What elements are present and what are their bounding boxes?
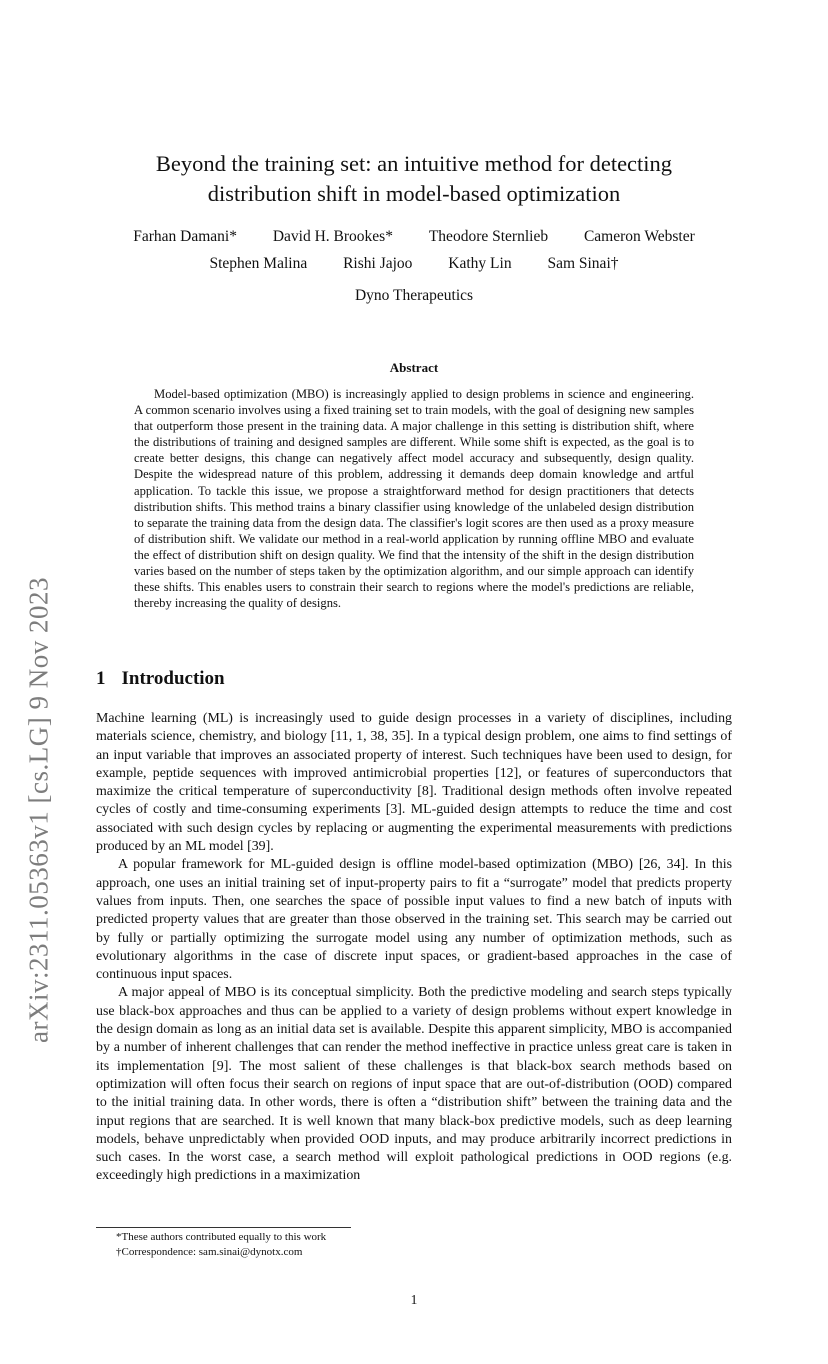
section-number: 1 bbox=[96, 668, 106, 689]
author-name: Sam Sinai† bbox=[547, 255, 619, 272]
abstract-paragraph: Model-based optimization (MBO) is increasingly applied to design problems in science and engineering. A common scenario involves using a fixed training set to train models, with the goal of designing new samples that outperform those present in the training data. A major challenge in this setting is distribution shift, where the distributions of training and designed samples are different. While some shift is expected, as the goal is to create better designs, this change can negatively affect model accuracy and subsequently, design quality. Despite the widespread nature of this problem, addressing it demands deep domain knowledge and artful application. To tackle this issue, we propose a straightforward method for design practitioners that detects distribution shifts. This method trains a binary classifier using knowledge of the unlabeled design distribution to separate the training data from the design data. The classifier's logit scores are then used as a proxy measure of distribution shift. We validate our method in a real-world application by running offline MBO and evaluate the effect of distribution shift on design quality. We find that the intensity of the shift in the design distribution varies based on the number of steps taken by the optimization algorithm, and our simple approach can identify these shifts. This enables users to constrain their search to regions where the model's predictions are reliable, thereby increasing the quality of designs. bbox=[134, 387, 694, 611]
affiliation: Dyno Therapeutics bbox=[354, 287, 474, 304]
footnote-divider bbox=[96, 1227, 351, 1228]
section-heading bbox=[96, 668, 225, 690]
author-name: Rishi Jajoo bbox=[343, 255, 413, 272]
author-name: Cameron Webster bbox=[583, 228, 695, 245]
footnotes bbox=[116, 1230, 326, 1260]
introduction-body bbox=[96, 710, 732, 1186]
author-name: Kathy Lin bbox=[448, 255, 512, 272]
author-name: Farhan Damani* bbox=[133, 228, 237, 245]
authors-row-2 bbox=[96, 255, 732, 273]
abstract-body bbox=[134, 386, 694, 611]
authors-row-1 bbox=[96, 228, 732, 246]
paragraph: A popular framework for ML-guided design is offline model-based optimization (MBO) [26, 34]. In this approach, one uses an initial training set of input-property pairs to fit a “surrogate” model that predicts property values from inputs. Then, one searches the space of possible input values to find a new batch of inputs with predicted property values that are greater than those observed in the training set. This search may be carried out by fully or partially optimizing the surrogate model using any number of optimization methods, such as evolutionary algorithms in the case of discrete input spaces, or gradient-based approaches in the case of continuous input spaces. bbox=[96, 857, 732, 983]
paragraph: Machine learning (ML) is increasingly used to guide design processes in a variety of disciplines, including materials science, chemistry, and biology [11, 1, 38, 35]. In a typical design problem, one aims to find settings of an input variable that improves an associated property of interest. Such techniques have been used to design, for example, peptide sequences with improved antimicrobial properties [12], or features of superconductors that maximize the critical temperature of superconductivity [8]. Traditional design methods often involve repeated cycles of costly and time-consuming experiments [3]. ML-guided design attempts to reduce the time and cost associated with such design cycles by replacing or augmenting the experimental measurements with predictions produced by an ML model [39]. bbox=[96, 711, 732, 855]
page-number: 1 bbox=[410, 1292, 418, 1307]
footnote: †Correspondence: sam.sinai@dynotx.com bbox=[116, 1246, 303, 1258]
title-line-1: Beyond the training set: an intuitive method for detecting bbox=[155, 151, 673, 176]
author-name: Stephen Malina bbox=[209, 255, 308, 272]
title-line-2: distribution shift in model-based optimization bbox=[207, 181, 621, 206]
arxiv-identifier-text: arXiv:2311.05363v1 [cs.LG] 9 Nov 2023 bbox=[23, 577, 54, 1043]
footnote: *These authors contributed equally to this work bbox=[116, 1231, 327, 1243]
paragraph: A major appeal of MBO is its conceptual simplicity. Both the predictive modeling and search steps typically use black-box approaches and thus can be applied to a variety of design problems without expert knowledge in the design domain as long as an initial data set is available. Despite this apparent simplicity, MBO is accompanied by a number of inherent challenges that can render the method ineffective in practice unless great care is taken in its implementation [9]. The most salient of these challenges is that black-box search methods based on optimization will often focus their search on regions of input space that are out-of-distribution (OOD) compared to the initial training data. In other words, there is often a “distribution shift” between the training data and the input regions that are searched. It is well known that many black-box predictive models, such as deep learning models, behave unpredictably when provided OOD inputs, and may produce arbitrarily incorrect predictions in such cases. In the worst case, a search method will exploit pathological predictions in OOD regions (e.g. exceedingly high predictions in a maximization bbox=[96, 985, 732, 1184]
arxiv-identifier bbox=[18, 577, 60, 1043]
section-title: Introduction bbox=[121, 668, 225, 689]
author-name: Theodore Sternlieb bbox=[428, 228, 549, 245]
author-name: David H. Brookes* bbox=[272, 228, 393, 245]
paper-title bbox=[96, 149, 732, 209]
abstract-heading: Abstract bbox=[389, 360, 439, 375]
